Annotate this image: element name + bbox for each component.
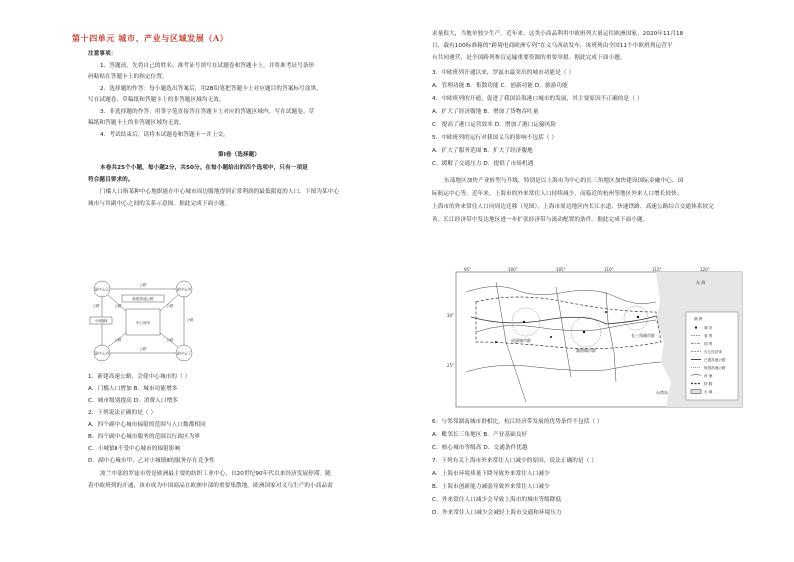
legend-item: 省 界 — [704, 334, 713, 338]
question-line: C．城市级别提高 D．消费人口增多 — [88, 398, 179, 404]
question-line: C．提高了港口运营效率 D．增加了港口运输风险 — [432, 122, 557, 128]
question-line: D．外来常住人口减少会减轻上海市交通和环境压力 — [432, 510, 562, 516]
passage-line: 着中欧班列的开通，该市成为中国商品在欧洲中部的重要集散地。欧洲国家对义乌生产的小商品需 — [88, 483, 333, 489]
question-line: A．四个副中心城市辐射的范围与人口数都相同 — [88, 422, 206, 428]
question-line: C．缓解了交通压力 D．提供了市场机遇 — [432, 161, 534, 167]
sea-label: 东 海 — [696, 280, 706, 285]
passage-line: 东部地区加快产业转型与升级，特别是以上海市为中心的长三角地区加快建设国际金融中心、国 — [444, 178, 684, 184]
passage-line: 波兰中部的罗兹市曾是欧洲最主要的纺织工业中心，自20世纪90年代以来经济发展停滞。随 — [100, 471, 331, 477]
question-line: A．扩大了服务范围 B．扩大了经济腹地 — [432, 148, 533, 154]
question-line: C．核心城市等级高 D．交通条件优越 — [432, 445, 528, 451]
question-line: 7．下列有关上海市外来常住人口减少的原因，说法正确的是（ ） — [432, 458, 597, 464]
question-line: 5．中欧班列的运行对我国义乌的影响不包括（ ） — [432, 135, 558, 141]
notice-heading: 注意事项： — [88, 51, 117, 57]
diagram-road-label: 公路 — [139, 347, 147, 351]
diagram-road-label: 公路 — [166, 338, 174, 342]
passage-line: 台共同運营，是全国跨列参盲运输重要资源的重要举措。据此完成下面小题。 — [432, 55, 626, 61]
lon-label: 105° — [556, 267, 566, 272]
yangtze-economic-belt-map — [446, 267, 742, 407]
map-legend — [686, 312, 738, 400]
question-line: 4．中欧班列的开通，促进了我国沿海港口城市的发展，其主要原因不正确的是（ ） — [432, 96, 643, 102]
legend-item: 城 市 — [704, 326, 713, 330]
cluster-label: 湖南城市群 — [576, 348, 596, 353]
legend-item: 规划高速公路 — [704, 366, 726, 370]
legend-item: 水 域 — [704, 390, 713, 394]
diagram-sub-label: 副中心乙 — [94, 287, 110, 292]
lon-label: 95° — [464, 267, 472, 272]
question-line: 6．与邻邻湖南城市群相比，杭江经济带发展的优势条件不包括（ ） — [432, 419, 603, 425]
diagram-road-label: 公路 — [139, 283, 147, 287]
question-line: 3．中欧班列开通以来，罗兹市最突出的城市功能是（ ） — [432, 70, 575, 76]
diagram-sub-label: 副中心丁 — [176, 351, 192, 356]
legend-title: 图 例 — [694, 317, 703, 321]
island-label: 台湾岛 — [656, 390, 668, 395]
section-intro: 本卷共25个小题，每小题2分，共50分。在每小题给出的四个选项中，只有一项是 — [100, 165, 308, 171]
legend-item: 国 界 — [704, 342, 713, 346]
lon-label: 120° — [700, 267, 710, 272]
notice-line: 4．考试结束后，请将本试题卷和答题卡一并上交。 — [100, 132, 229, 138]
diagram-road-label: 公路 — [92, 304, 100, 308]
diagram-road-label: 公路 — [166, 304, 174, 308]
cluster-label: 长三角城市群 — [631, 333, 655, 338]
question-line: D．副中心城市甲、乙对小城镇Ⅱ的服务存在竞争性 — [88, 458, 215, 464]
legend-item: 铁 路 — [704, 382, 713, 386]
diagram-town-label: 小城镇Ⅱ — [94, 319, 108, 323]
lon-label: 110° — [604, 267, 614, 272]
notice-line: 稿纸和答题卡上的非答题区域均无效。 — [88, 120, 185, 126]
cluster-label: 成渝城市群 — [511, 338, 531, 343]
question-line: 2．下列说法正确的是（ ） — [88, 410, 157, 416]
question-line: C．外来常住人口减少会导致上海市的城市等级降低 — [432, 497, 562, 503]
notice-line: 2．选择题的作答：每小题选出答案后，用2B铅笔把答题卡上对应题目的答案标号涂黑， — [100, 86, 322, 92]
question-line: C．小城镇Ⅱ不受中心城市的辐射影响 — [88, 446, 181, 452]
passage-line: 际航运中心等。近年来，上海市的外来常住人口持续减少，而临近的杭州等地区外来人口增长较快。 — [432, 191, 683, 197]
lon-label: 115° — [652, 267, 662, 272]
passage-line: 门槛人口指某种中心地职能在中心城市周边腹地得到正常利润的最低限度的人口。下图为某中心 — [100, 189, 340, 195]
diagram-sub-label: 副中心甲 — [176, 287, 192, 292]
section-title: 第Ⅰ卷（选择题） — [218, 152, 261, 158]
question-line: A．管理功能 B．集散功能 C．创新功能 D．旅游功能 — [432, 83, 568, 89]
passage-line: 城市与其副中心之间的关系示意图。据此完成下面小题。 — [88, 201, 231, 207]
question-line: A．毗邻长三角地区 B．产业基础良好 — [432, 432, 528, 438]
lat-label: 30° — [446, 313, 454, 318]
legend-item: 已建高速公路 — [704, 358, 726, 362]
legend-item: 河 流 — [704, 374, 713, 378]
notice-line: 1．答题前，先将自己的姓名、准考证号填写在试题卷和答题卡上，并将准考证号条形 — [100, 63, 315, 69]
question-line: B．上海市创新能力减弱导致外来常住人口减少 — [432, 484, 550, 490]
question-line: 1．新建高速公路，会使中心城市的（ ） — [88, 374, 191, 380]
notice-line: 写在试题卷、草稿纸和答题卡上的非答题区域均无效。 — [88, 97, 225, 103]
lon-label: 100° — [508, 267, 518, 272]
notice-line: 码粘贴在答题卡上的指定位置。 — [88, 74, 168, 80]
diagram-sub-label: 副中心丙 — [94, 351, 110, 356]
passage-line: 善。长江经济带中发达地区进一步扩张经济带与流动配置的条件。据此完成下面小题。 — [432, 217, 649, 223]
city-relation-diagram — [88, 275, 198, 367]
diagram-road-label: 公路 — [186, 318, 194, 322]
legend-item: 长江经济带 — [704, 350, 722, 354]
question-line: A．门槛人口增加 B．城市功能增多 — [88, 386, 178, 392]
passage-line: 上海市的外来常住人口向周边迁移（见图），上海市周边地区内长江水道、快速铁路、高速公路综合交通体系较完 — [432, 204, 714, 210]
passage-line: 求量很大，当地单独少生产。近年来，这类小商品利用中欧班列大量运往欧洲国家。2020年11月18 — [432, 31, 684, 37]
question-line: A．扩大了经济腹地 B．增加了货物吞吐量 — [432, 109, 539, 115]
notice-line: 3．非选择题的作答：用签字笔直接答在答题卡上对应的答题区域内。写在试题卷、草 — [100, 109, 315, 115]
question-line: B．四个副中心城市服务的范围以行政区为界 — [88, 434, 201, 440]
diagram-center-label: 中心城市 — [135, 321, 151, 325]
lat-label: 25° — [446, 363, 454, 368]
diagram-new-road-label: 新建高速公路 — [132, 297, 154, 301]
question-line: A．上海市环境质量下降导致外来常住人口减少 — [432, 471, 550, 477]
diagram-road-label: 公路 — [114, 304, 122, 308]
page-title: 第十四单元 城市、产业与区域发展（A） — [72, 33, 229, 43]
section-intro: 符合题目要求的。 — [88, 177, 134, 183]
passage-line: 日，载有100标准箱的“跨境电商欧洲专列”在义乌西站发车，该班列由全国11个中欧班列运营平 — [432, 43, 673, 49]
diagram-road-label: 公路 — [114, 338, 122, 342]
